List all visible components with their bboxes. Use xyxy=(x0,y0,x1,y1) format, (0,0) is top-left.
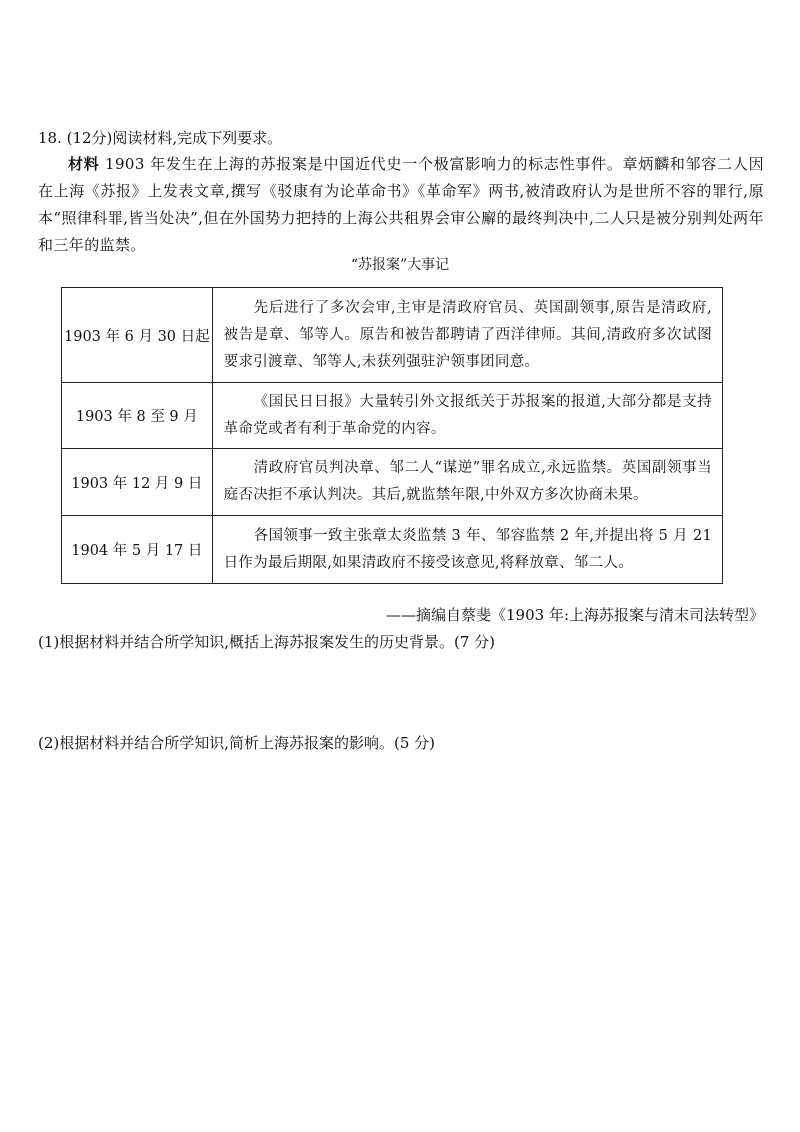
subquestion-2: (2)根据材料并结合所学知识,简析上海苏报案的影响。(5 分) xyxy=(38,734,436,752)
table-row xyxy=(62,383,723,449)
material-text: 1903 年发生在上海的苏报案是中国近代史一个极富影响力的标志性事件。章炳麟和邹容二人因在上海《苏报》上发表文章,撰写《驳康有为论革命书》《革命军》两书,被清政府认为是世所不容的罪行,原本“照律科罪,皆当处决”,但在外国势力把持的上海公共租界会审公廨的最终判决中,二人只是被分别判处两年和三年的监禁。 xyxy=(38,155,764,254)
material-label: 材料 xyxy=(68,155,100,173)
material-paragraph xyxy=(38,151,764,259)
event-date: 1903 年 8 至 9 月 xyxy=(62,383,213,449)
event-date: 1903 年 6 月 30 日起 xyxy=(62,288,213,383)
question-header: 18. (12分)阅读材料,完成下列要求。 xyxy=(38,129,283,147)
table-title: “苏报案”大事记 xyxy=(350,257,450,273)
event-description: 各国领事一致主张章太炎监禁 3 年、邹容监禁 2 年,并提出将 5 月 21 日作为最后期限,如果清政府不接受该意见,将释放章、邹二人。 xyxy=(212,516,722,584)
event-date: 1903 年 12 月 9 日 xyxy=(62,449,213,516)
event-description: 先后进行了多次会审,主审是清政府官员、英国副领事,原告是清政府,被告是章、邹等人。原告和被告都聘请了西洋律师。其间,清政府多次试图要求引渡章、邹等人,未获列强驻沪领事团同意。 xyxy=(212,288,722,383)
table-row xyxy=(62,516,723,584)
event-description: 清政府官员判决章、邹二人“谋逆”罪名成立,永远监禁。英国副领事当庭否决拒不承认判决。其后,就监禁年限,中外双方多次协商未果。 xyxy=(212,449,722,516)
subquestion-1: (1)根据材料并结合所学知识,概括上海苏报案发生的历史背景。(7 分) xyxy=(38,633,496,651)
event-description: 《国民日日报》大量转引外文报纸关于苏报案的报道,大部分都是支持革命党或者有利于革命党的内容。 xyxy=(212,383,722,449)
event-date: 1904 年 5 月 17 日 xyxy=(62,516,213,584)
source-citation: ——摘编自蔡斐《1903 年:上海苏报案与清末司法转型》 xyxy=(386,606,764,624)
events-table xyxy=(61,287,723,584)
table-row xyxy=(62,288,723,383)
table-row xyxy=(62,449,723,516)
